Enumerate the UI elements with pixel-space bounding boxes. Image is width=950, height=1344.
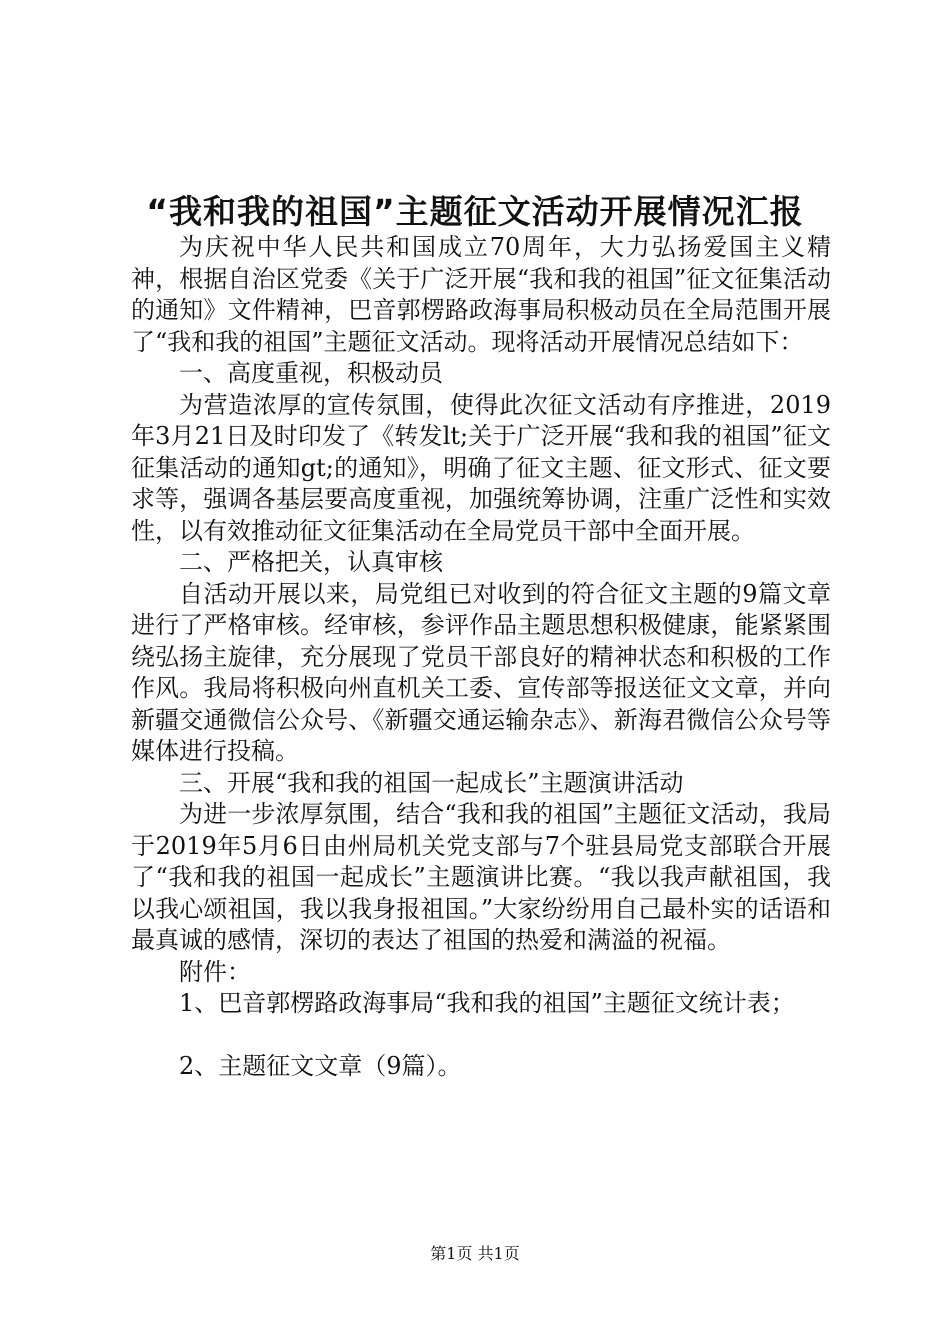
document-body — [131, 232, 831, 1083]
intro-paragraph: 为庆祝中华人民共和国成立70周年，大力弘扬爱国主义精神，根据自治区党委《关于广泛开展“我和我的祖国”征文征集活动的通知》文件精神，巴音郭楞路政海事局积极动员在全局范围开展了“我和我的祖国”主题征文活动。现将活动开展情况总结如下： — [131, 233, 831, 356]
section-2-paragraph: 自活动开展以来，局党组已对收到的符合征文主题的9篇文章进行了严格审核。经审核，参评作品主题思想积极健康，能紧紧围绕弘扬主旋律，充分展现了党员干部良好的精神状态和积极的工作作风。我局将积极向州直机关工委、宣传部等报送征文文章，并向新疆交通微信公众号、《新疆交通运输杂志》、新海君微信公众号等媒体进行投稿。 — [131, 579, 831, 765]
page-footer: 第1页 共1页 — [430, 1244, 520, 1263]
section-3-paragraph: 为进一步浓厚氛围，结合“我和我的祖国”主题征文活动，我局于2019年5月6日由州局机关党支部与7个驻县局党支部联合开展了“我和我的祖国一起成长”主题演讲比赛。“我以我声献祖国，我以我心颂祖国，我以我身报祖国。”大家纷纷用自己最朴实的话语和最真诚的感情，深切的表达了祖国的热爱和满溢的祝福。 — [131, 800, 831, 954]
section-heading-2: 二、严格把关，认真审核 — [179, 548, 443, 576]
document-title: “我和我的祖国”主题征文活动开展情况汇报 — [146, 192, 804, 231]
attachment-item-1: 1、巴音郭楞路政海事局“我和我的祖国”主题征文统计表； — [179, 989, 795, 1017]
attachment-item-2: 2、主题征文文章（9篇）。 — [179, 1052, 462, 1080]
section-heading-3: 三、开展“我和我的祖国一起成长”主题演讲活动 — [179, 768, 684, 797]
section-heading-1: 一、高度重视，积极动员 — [179, 359, 443, 387]
attachments-label: 附件： — [179, 957, 251, 986]
section-1-paragraph: 为营造浓厚的宣传氛围，使得此次征文活动有序推进，2019年3月21日及时印发了《转发lt;关于广泛开展“我和我的祖国”征文征集活动的通知gt;的通知》，明确了征文主题、征文形式、征文要求等，强调各基层要高度重视，加强统筹协调，注重广泛性和实效性，以有效推动征文征集活动在全局党员干部中全面开展。 — [131, 390, 831, 545]
